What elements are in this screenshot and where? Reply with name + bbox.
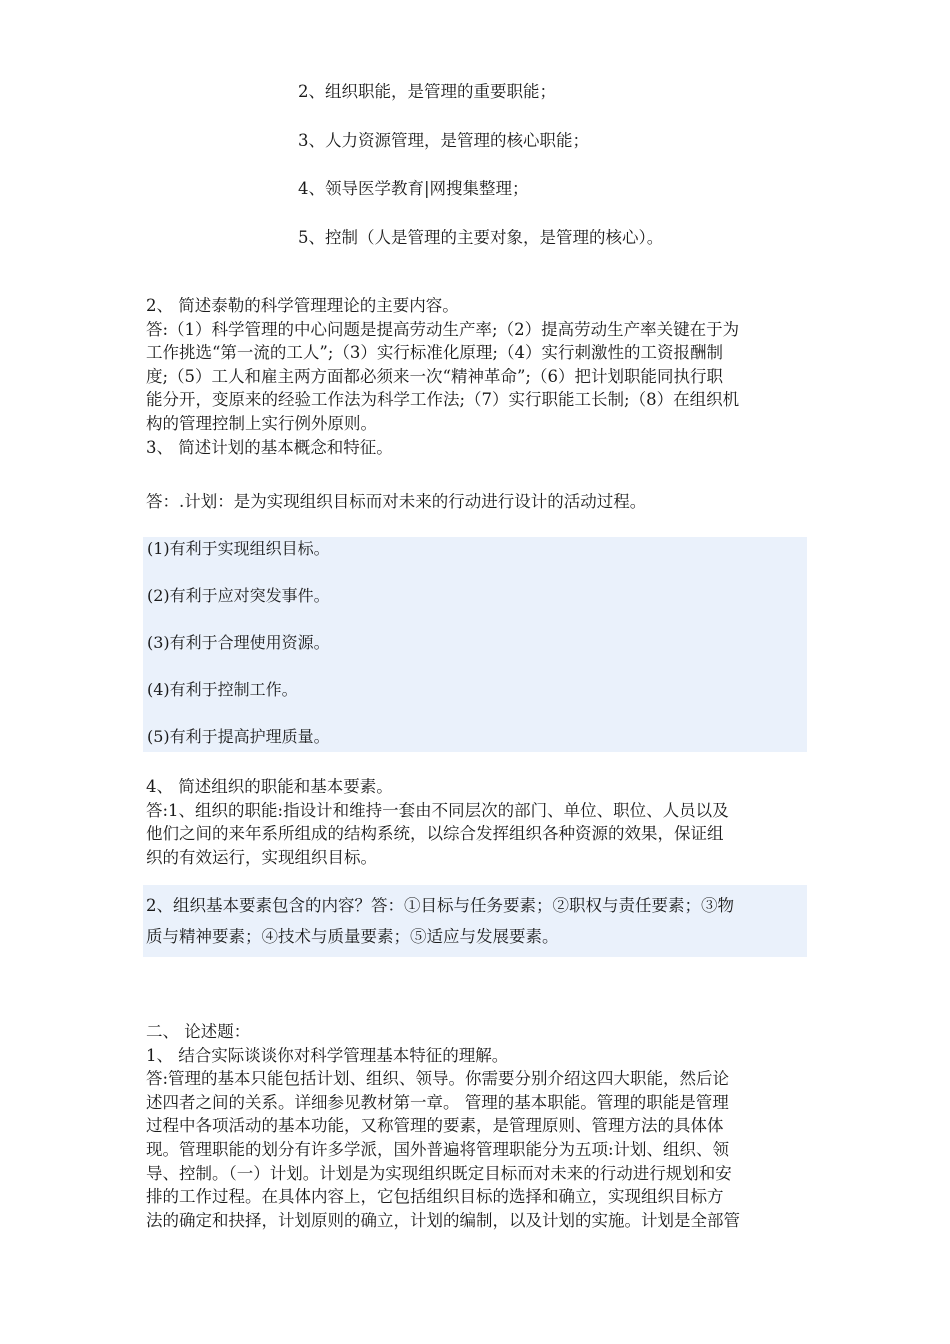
list-item: 2、组织职能，是管理的重要职能； — [298, 82, 556, 101]
answer-line: 现。管理职能的划分有许多学派，国外普遍将管理职能分为五项:计划、组织、领 — [146, 1139, 730, 1159]
list-item: (5)有利于提高护理质量。 — [147, 727, 330, 746]
answer-line: 导、控制。（一）计划。计划是为实现组织既定目标而对未来的行动进行规划和安 — [146, 1163, 732, 1183]
section-2-block — [146, 1020, 808, 1232]
answer-line: 2、组织基本要素包含的内容？答：①目标与任务要素；②职权与责任要素；③物 — [146, 896, 734, 915]
list-item: 5、控制（人是管理的主要对象，是管理的核心）。 — [298, 227, 664, 247]
list-item: (4)有利于控制工作。 — [147, 680, 298, 699]
question-2-title: 2、 简述泰勒的科学管理理论的主要内容。 — [146, 296, 459, 315]
question-2-block — [146, 294, 808, 459]
plan-features-highlight — [143, 537, 807, 752]
answer-line: 他们之间的来年系所组成的结构系统，以综合发挥组织各种资源的效果，保证组 — [146, 824, 724, 844]
question-3-title: 3、 简述计划的基本概念和特征。 — [146, 437, 393, 457]
answer-line: 能分开，变原来的经验工作法为科学工作法;（7）实行职能工长制;（8）在组织机 — [146, 390, 740, 410]
section-heading: 二、 论述题： — [146, 1022, 251, 1041]
answer-line: 过程中各项活动的基本功能，又称管理的要素，是管理原则、管理方法的具体体 — [146, 1116, 724, 1136]
management-functions-list — [298, 80, 663, 274]
list-item: (1)有利于实现组织目标。 — [147, 539, 330, 558]
answer-line: 排的工作过程。在具体内容上，它包括组织目标的选择和确立，实现组织目标方 — [146, 1187, 724, 1207]
answer-line: 法的确定和抉择，计划原则的确立，计划的编制，以及计划的实施。计划是全部管 — [146, 1210, 740, 1230]
question-3-answer — [146, 490, 808, 514]
answer-line: 答：.计划：是为实现组织目标而对未来的行动进行设计的活动过程。 — [146, 492, 647, 511]
question-4-title: 4、 简述组织的职能和基本要素。 — [146, 777, 393, 796]
list-item: 4、领导医学教育|网搜集整理； — [298, 179, 529, 198]
answer-line: 答:1、组织的职能:指设计和维持一套由不同层次的部门、单位、职位、人员以及 — [146, 800, 729, 820]
answer-line: 答:（1）科学管理的中心问题是提高劳动生产率;（2）提高劳动生产率关键在于为 — [146, 319, 740, 339]
question-title: 1、 结合实际谈谈你对科学管理基本特征的理解。 — [146, 1045, 509, 1065]
answer-line: 度;（5）工人和雇主两方面都必须来一次“精神革命”;（6）把计划职能同执行职 — [146, 366, 723, 386]
answer-line: 质与精神要素；④技术与质量要素；⑤适应与发展要素。 — [146, 927, 559, 946]
answer-line: 工作挑选“第一流的工人”;（3）实行标准化原理;（4）实行刺激性的工资报酬制 — [146, 343, 723, 363]
answer-line: 答:管理的基本只能包括计划、组织、领导。你需要分别介绍这四大职能，然后论 — [146, 1069, 730, 1089]
answer-line: 构的管理控制上实行例外原则。 — [146, 413, 377, 433]
answer-line: 述四者之间的关系。详细参见教材第一章。 管理的基本职能。管理的职能是管理 — [146, 1092, 729, 1112]
answer-line: 织的有效运行，实现组织目标。 — [146, 847, 377, 867]
question-4-block — [146, 775, 808, 869]
list-item: 3、人力资源管理，是管理的核心职能； — [298, 130, 589, 150]
org-elements-highlight — [143, 885, 807, 957]
list-item: (2)有利于应对突发事件。 — [147, 586, 330, 605]
list-item: (3)有利于合理使用资源。 — [147, 633, 330, 652]
